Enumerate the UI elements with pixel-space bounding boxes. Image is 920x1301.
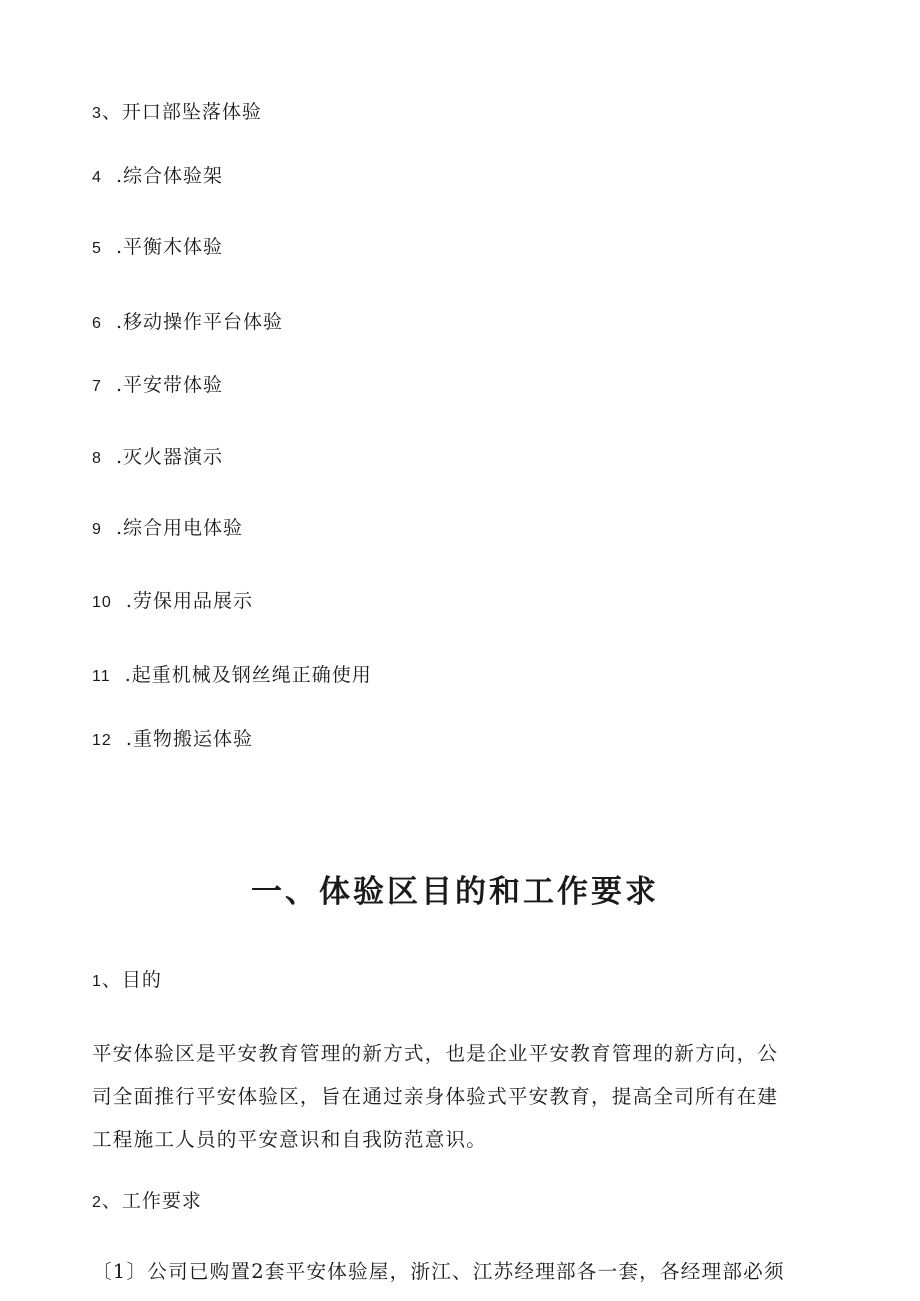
list-item: 12 .重物搬运体验	[92, 727, 253, 753]
list-item: 4 .综合体验架	[92, 164, 223, 190]
paragraph-line: 司全面推行平安体验区，旨在通过亲身体验式平安教育，提高全司所有在建	[92, 1085, 779, 1108]
list-item: 9 .综合用电体验	[92, 516, 243, 542]
list-text: 灭火器演示	[123, 446, 224, 468]
paragraph-line: 〔1〕公司已购置2套平安体验屋，浙江、江苏经理部各一套，各经理部必须	[92, 1260, 785, 1283]
list-item: 7 .平安带体验	[92, 373, 223, 399]
list-text: 移动操作平台体验	[123, 311, 284, 333]
list-number: 11	[92, 668, 111, 685]
list-text: 开口部坠落体验	[121, 101, 262, 123]
list-text: 劳保用品展示	[132, 590, 253, 612]
list-item: 5 .平衡木体验	[92, 235, 223, 261]
paragraph-line: 平安体验区是平安教育管理的新方式，也是企业平安教育管理的新方向，公	[92, 1042, 779, 1065]
list-item: 11 .起重机械及钢丝绳正确使用	[92, 663, 372, 689]
subheading-requirements: 2、工作要求	[92, 1190, 202, 1212]
list-number: 5	[92, 240, 102, 257]
list-number: 3	[92, 105, 102, 122]
list-text: 平安带体验	[123, 374, 224, 396]
list-text: 重物搬运体验	[132, 728, 253, 750]
section-heading: 一、体验区目的和工作要求	[251, 874, 659, 910]
list-text: 起重机械及钢丝绳正确使用	[131, 664, 372, 686]
list-number: 9	[92, 521, 102, 538]
list-item: 3、开口部坠落体验	[92, 100, 262, 126]
purpose-paragraph	[92, 1032, 820, 1161]
list-item: 8 .灭火器演示	[92, 445, 223, 471]
list-number: 10	[92, 594, 112, 611]
list-number: 12	[92, 732, 112, 749]
list-text: 平衡木体验	[123, 236, 224, 258]
list-item: 6 .移动操作平台体验	[92, 310, 283, 336]
list-item: 10 .劳保用品展示	[92, 589, 253, 615]
list-text: 综合体验架	[123, 165, 224, 187]
paragraph-line: 工程施工人员的平安意识和自我防范意识。	[92, 1128, 488, 1151]
list-number: 8	[92, 450, 102, 467]
list-text: 综合用电体验	[123, 517, 244, 539]
list-number: 4	[92, 169, 102, 186]
subheading-purpose: 1、目的	[92, 969, 162, 991]
list-number: 6	[92, 315, 102, 332]
list-number: 7	[92, 378, 102, 395]
requirement-paragraph	[92, 1250, 820, 1293]
